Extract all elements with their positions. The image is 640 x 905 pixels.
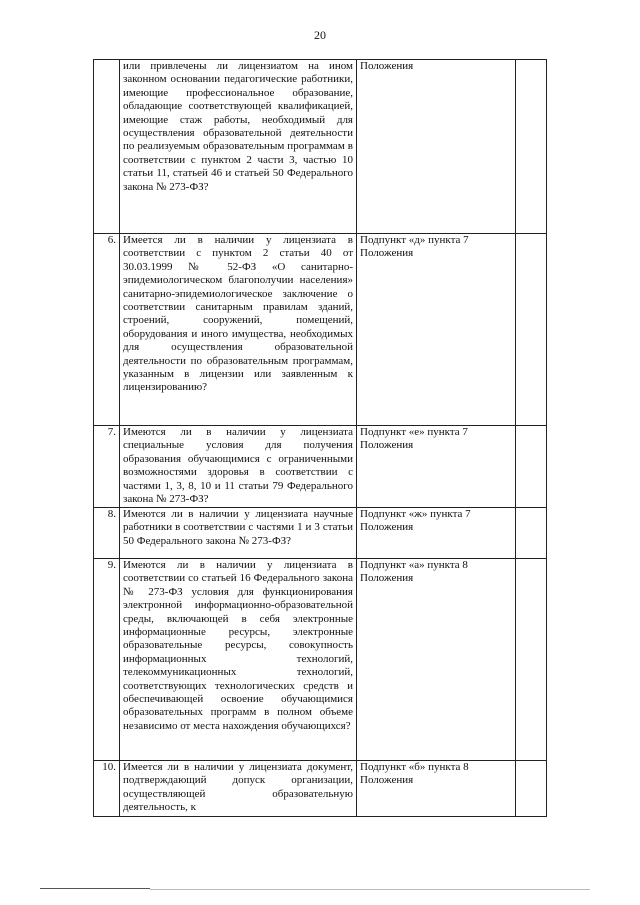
row-number: 8.	[94, 508, 120, 559]
question-text: Имеются ли в наличии у лицензиата научные работники в соответствии с частями 1 и 3 статьи 50 Федерального закона № 273-ФЗ?	[123, 508, 353, 547]
regulation-reference: Подпункт «е» пункта 7 Положения	[360, 426, 468, 452]
regulation-reference: Положения	[360, 60, 414, 72]
footer-rule	[40, 888, 150, 889]
table-row	[94, 508, 547, 559]
regulation-reference: Подпункт «д» пункта 7 Положения	[360, 234, 469, 260]
row-number: 9.	[94, 559, 120, 761]
answer-cell[interactable]	[516, 426, 547, 508]
answer-cell[interactable]	[516, 559, 547, 761]
table-row	[94, 234, 547, 426]
regulation-reference: Подпункт «ж» пункта 7 Положения	[360, 508, 471, 534]
question-text: Имеются ли в наличии у лицензиата в соответствии со статьей 16 Федерального закона № 273-ФЗ условия для функционирования электронной информационно-образовательной среды, включающей в себя электронные информационные ресурсы, электронные образовательные ресурсы, совокупность информационных технологий, телекоммуникационных технологий, соответствующих технологических средств и обеспечивающей освоение обучающимися образовательных программ в полном объеме независимо от места нахождения обучающихся?	[123, 559, 353, 732]
table-row	[94, 559, 547, 761]
checklist-table	[93, 59, 547, 817]
question-text: или привлечены ли лицензиатом на ином законном основании педагогические работники, имеющие профессиональное образование, обладающие соответствующей квалификацией, имеющие стаж работы, необходимый для осуществления образовательной деятельности по реализуемым образовательным программам в соответствии с пунктом 2 части 3, частью 10 статьи 11, статьей 46 и статьей 50 Федерального закона № 273-ФЗ?	[123, 60, 353, 193]
answer-cell[interactable]	[516, 761, 547, 817]
answer-cell[interactable]	[516, 60, 547, 234]
table-row	[94, 761, 547, 817]
row-number	[94, 60, 120, 234]
row-number: 6.	[94, 234, 120, 426]
regulation-reference: Подпункт «б» пункта 8 Положения	[360, 761, 469, 787]
table-row	[94, 60, 547, 234]
regulation-reference: Подпункт «а» пункта 8 Положения	[360, 559, 468, 585]
answer-cell[interactable]	[516, 508, 547, 559]
question-text: Имеются ли в наличии у лицензиата специальные условия для получения образования обучающимися с ограниченными возможностями здоровья в соответствии с частями 1, 3, 8, 10 и 11 статьи 79 Федерального закона № 273-ФЗ?	[123, 426, 353, 506]
answer-cell[interactable]	[516, 234, 547, 426]
row-number: 7.	[94, 426, 120, 508]
page-number: 20	[314, 28, 326, 42]
question-text: Имеется ли в наличии у лицензиата документ, подтверждающий допуск организации, осуществляющей образовательную деятельность, к	[123, 761, 353, 814]
footer-rule-faint	[150, 889, 590, 890]
row-number: 10.	[94, 761, 120, 817]
question-text: Имеется ли в наличии у лицензиата в соответствии с пунктом 2 статьи 40 от 30.03.1999 № 52-ФЗ «О санитарно-эпидемиологическом благополучии населения» санитарно-эпидемиологическое заключение о соответствии санитарным правилам зданий, строений, сооружений, помещений, оборудования и иного имущества, необходимых для осуществления образовательной деятельности по образовательным программам, указанным в лицензии или заявленным к лицензированию?	[123, 234, 353, 394]
table-row	[94, 426, 547, 508]
